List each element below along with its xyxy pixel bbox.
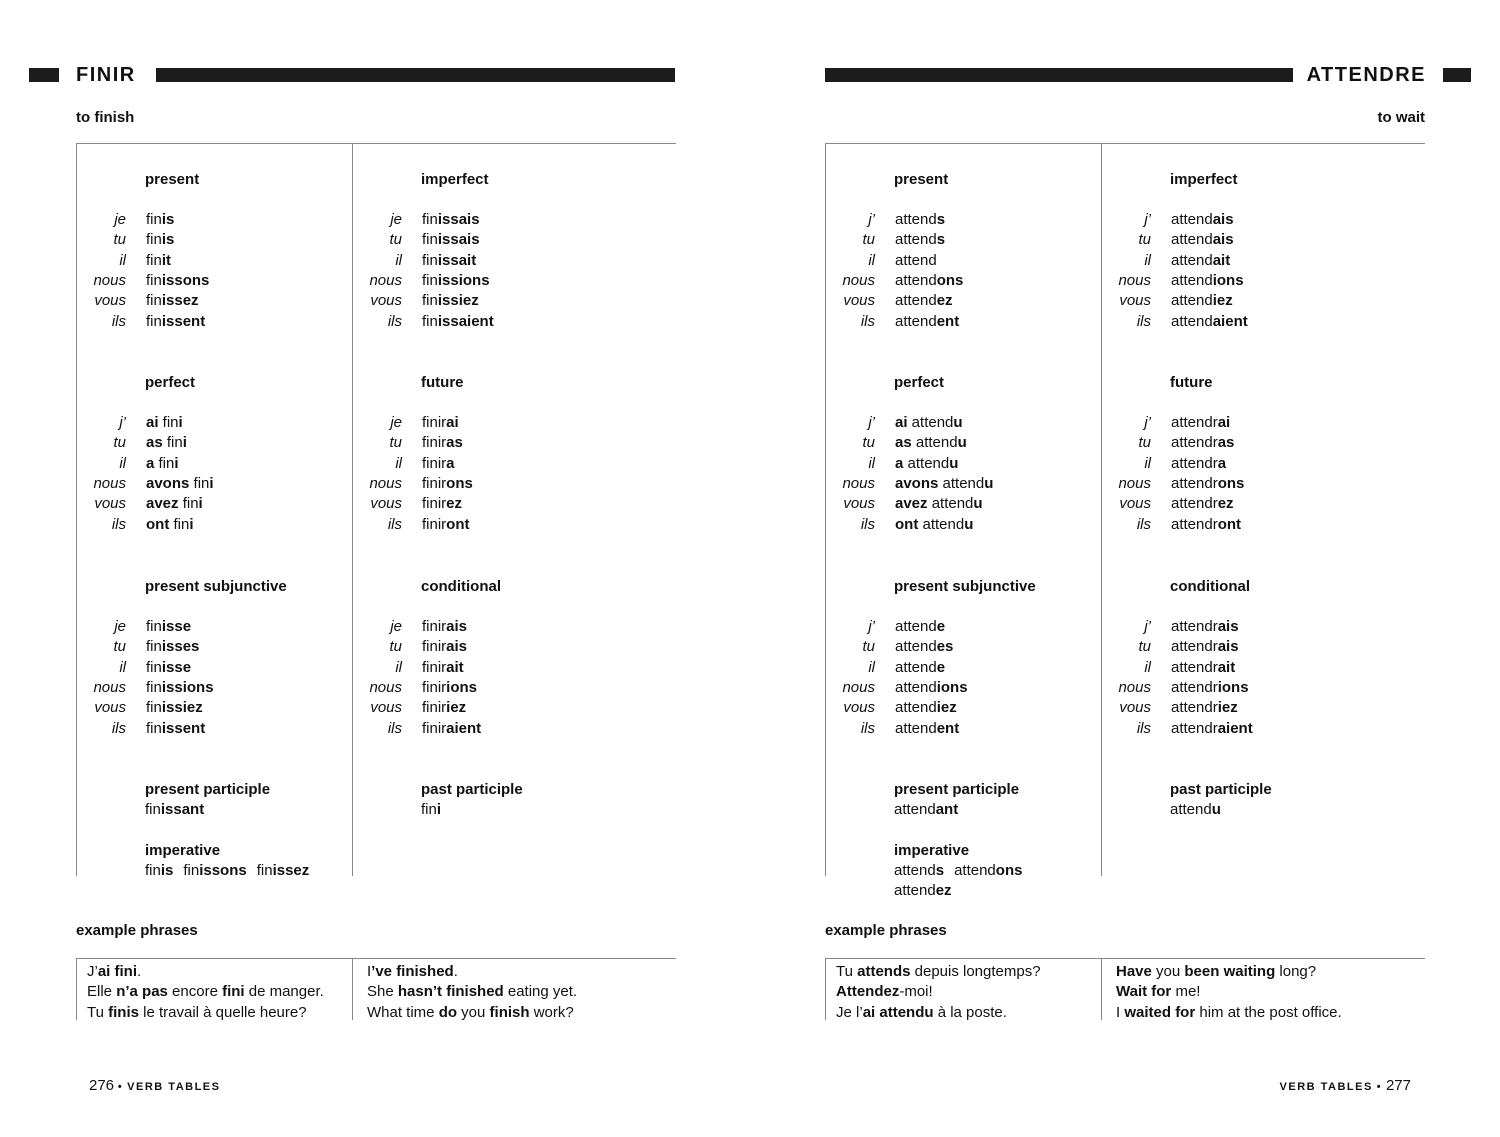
left-conjugation-row xyxy=(352,454,622,474)
example-phrase: Wait for me! xyxy=(1116,983,1201,1001)
verb-form: attende xyxy=(895,618,946,635)
pronoun: vous xyxy=(94,292,126,310)
verb-form: attendrons xyxy=(1171,474,1245,492)
right-examples-left-rule xyxy=(825,958,826,1020)
pronoun: tu xyxy=(862,638,875,656)
example-phrase: Attendez-moi! xyxy=(836,983,933,1001)
verb-form: ont attendu xyxy=(895,515,974,533)
left-conjugation-row xyxy=(352,515,622,535)
verb-form: finissait xyxy=(422,251,477,269)
verb-form: attendons xyxy=(895,271,964,289)
pronoun: j’ xyxy=(868,211,875,228)
right-conjugation-row xyxy=(1101,698,1371,718)
right-footer-sep: • xyxy=(1376,1081,1383,1093)
verb-form: avons attendu xyxy=(895,474,994,492)
example-phrase: Tu attends depuis longtemps? xyxy=(836,963,1041,980)
pronoun: nous xyxy=(369,678,402,696)
left-tense-heading: future xyxy=(421,374,464,391)
left-conjugation-row xyxy=(76,271,346,291)
pronoun: tu xyxy=(113,638,126,656)
verb-form: attendiez xyxy=(1171,292,1233,310)
verb-form: avons fini xyxy=(146,474,214,492)
left-conjugation-row xyxy=(76,454,346,474)
left-conjugation-row xyxy=(352,210,622,230)
right-present-participle-form: attendant xyxy=(894,801,959,818)
left-conjugation-row xyxy=(352,678,622,698)
pronoun: ils xyxy=(111,312,126,330)
left-imperative-heading: imperative xyxy=(145,842,221,859)
pronoun: ils xyxy=(387,719,402,737)
right-conjugation-row xyxy=(825,658,1095,678)
verb-form: attendaient xyxy=(1171,312,1248,330)
right-examples-mid-rule xyxy=(1101,958,1102,1020)
left-conjugation-row xyxy=(76,413,346,433)
left-conjugation-row xyxy=(352,617,622,637)
right-conjugation-row xyxy=(825,230,1095,250)
example-phrase: Have you been waiting long? xyxy=(1116,963,1317,980)
right-conjugation-row xyxy=(1101,658,1371,678)
pronoun: nous xyxy=(1118,271,1151,289)
left-verb-meaning: to finish xyxy=(76,109,135,126)
pronoun: vous xyxy=(370,495,402,513)
right-conjugation-row xyxy=(1101,494,1371,514)
left-conjugation-row xyxy=(76,210,346,230)
pronoun: tu xyxy=(113,434,126,452)
verb-form: finis xyxy=(146,231,175,249)
left-imperative-forms: finis finissons finissez xyxy=(145,862,310,879)
right-imperative-forms: attends attendons xyxy=(894,862,1023,879)
left-conjugation-row xyxy=(352,230,622,250)
verb-form: finissons xyxy=(146,271,210,289)
right-conjugation-row xyxy=(825,454,1095,474)
verb-form: finisses xyxy=(146,638,200,656)
right-conjugation-row xyxy=(825,251,1095,271)
verb-form: attende xyxy=(895,658,946,676)
right-conjugation-row xyxy=(825,433,1095,453)
pronoun: j’ xyxy=(1144,211,1151,228)
pronoun: ils xyxy=(111,515,126,533)
left-footer-label: VERB TABLES xyxy=(127,1081,221,1093)
pronoun: vous xyxy=(94,495,126,513)
pronoun: vous xyxy=(1119,699,1151,717)
left-conjugation-row xyxy=(352,413,622,433)
verb-form: finissent xyxy=(146,719,206,737)
left-past-participle-form: fini xyxy=(421,801,442,818)
left-conjugation-row xyxy=(352,637,622,657)
right-conjugation-row xyxy=(1101,433,1371,453)
verb-form: finirons xyxy=(422,474,473,492)
pronoun: je xyxy=(390,211,402,228)
pronoun: nous xyxy=(1118,474,1151,492)
pronoun: j’ xyxy=(1144,414,1151,431)
pronoun: je xyxy=(114,211,126,228)
left-tense-heading: imperfect xyxy=(421,171,489,188)
left-conjugation-row xyxy=(76,312,346,332)
verb-form: attendrez xyxy=(1171,495,1234,513)
right-tense-heading: imperfect xyxy=(1170,171,1238,188)
right-examples-heading: example phrases xyxy=(825,922,947,939)
right-conjugation-row xyxy=(825,678,1095,698)
left-tense-heading: present xyxy=(145,171,200,188)
left-title-bar-left xyxy=(29,68,59,82)
left-conjugation-row xyxy=(76,658,346,678)
left-conjugation-row xyxy=(352,719,622,739)
left-verb-title: FINIR xyxy=(76,64,136,86)
right-footer xyxy=(1280,1075,1411,1097)
verb-form: attends xyxy=(895,231,946,249)
example-phrase: Elle n’a pas encore fini de manger. xyxy=(87,983,324,1001)
right-imperative-forms: attendez xyxy=(894,882,952,900)
verb-form: finissais xyxy=(422,211,480,228)
right-table-top-rule xyxy=(825,143,1425,144)
pronoun: ils xyxy=(387,515,402,533)
pronoun: il xyxy=(395,454,402,472)
example-phrase: What time do you finish work? xyxy=(367,1003,574,1020)
right-conjugation-row xyxy=(1101,474,1371,494)
left-conjugation-row xyxy=(352,291,622,311)
verb-form: a attendu xyxy=(895,454,959,472)
pronoun: il xyxy=(868,251,875,269)
pronoun: tu xyxy=(389,231,402,249)
pronoun: ils xyxy=(1136,515,1151,533)
example-phrase: I’ve finished. xyxy=(367,963,458,980)
right-past-participle-form: attendu xyxy=(1170,801,1221,818)
pronoun: nous xyxy=(369,474,402,492)
pronoun: il xyxy=(395,251,402,269)
pronoun: il xyxy=(119,658,126,676)
right-tense-heading: perfect xyxy=(894,374,945,391)
pronoun: nous xyxy=(1118,678,1151,696)
verb-form: attendions xyxy=(895,678,968,696)
pronoun: il xyxy=(395,658,402,676)
right-title-bar-left xyxy=(825,68,1293,82)
example-phrase: She hasn’t finished eating yet. xyxy=(367,983,578,1001)
pronoun: tu xyxy=(862,231,875,249)
verb-form: as attendu xyxy=(895,434,967,452)
left-footer xyxy=(89,1075,220,1097)
verb-form: attendrions xyxy=(1171,678,1249,696)
right-conjugation-row xyxy=(1101,312,1371,332)
pronoun: ils xyxy=(860,515,875,533)
verb-form: attendais xyxy=(1171,211,1234,228)
pronoun: nous xyxy=(842,678,875,696)
verb-form: finissais xyxy=(422,231,480,249)
right-past-participle-heading: past participle xyxy=(1170,781,1272,798)
left-conjugation-row xyxy=(352,251,622,271)
verb-form: finis xyxy=(146,211,175,228)
example-phrase: J’ai fini. xyxy=(87,963,142,980)
verb-form: attendes xyxy=(895,638,954,656)
pronoun: vous xyxy=(843,292,875,310)
pronoun: il xyxy=(868,658,875,676)
verb-form: attendrai xyxy=(1171,414,1231,431)
pronoun: tu xyxy=(1138,231,1151,249)
pronoun: nous xyxy=(93,271,126,289)
verb-form: finirions xyxy=(422,678,478,696)
verb-form: finissions xyxy=(422,271,490,289)
verb-form: attendions xyxy=(1171,271,1244,289)
pronoun: vous xyxy=(1119,495,1151,513)
pronoun: je xyxy=(390,618,402,635)
right-conjugation-row xyxy=(1101,271,1371,291)
pronoun: vous xyxy=(1119,292,1151,310)
pronoun: tu xyxy=(1138,434,1151,452)
verb-form: finisse xyxy=(146,658,192,676)
left-conjugation-row xyxy=(352,658,622,678)
pronoun: il xyxy=(1144,454,1151,472)
right-tense-heading: present xyxy=(894,171,949,188)
verb-form: attendrait xyxy=(1171,658,1236,676)
right-footer-label: VERB TABLES xyxy=(1279,1081,1373,1093)
left-conjugation-row xyxy=(76,291,346,311)
pronoun: il xyxy=(1144,251,1151,269)
verb-form: attendras xyxy=(1171,434,1235,452)
right-conjugation-row xyxy=(1101,515,1371,535)
right-conjugation-row xyxy=(825,413,1095,433)
pronoun: vous xyxy=(843,495,875,513)
right-conjugation-row xyxy=(825,515,1095,535)
pronoun: ils xyxy=(1136,312,1151,330)
left-tense-heading: present subjunctive xyxy=(145,578,287,595)
verb-form: ai fini xyxy=(146,414,183,431)
example-phrase: I waited for him at the post office. xyxy=(1116,1003,1342,1020)
pronoun: ils xyxy=(1136,719,1151,737)
verb-form: avez attendu xyxy=(895,495,983,513)
verb-form: attendait xyxy=(1171,251,1231,269)
left-conjugation-row xyxy=(76,251,346,271)
verb-form: attendrais xyxy=(1171,618,1239,635)
pronoun: il xyxy=(1144,658,1151,676)
pronoun: vous xyxy=(843,699,875,717)
verb-form: finissiez xyxy=(146,699,203,717)
left-conjugation-row xyxy=(352,433,622,453)
verb-form: finissions xyxy=(146,678,214,696)
right-tense-heading: present subjunctive xyxy=(894,578,1036,595)
verb-form: finira xyxy=(422,454,455,472)
pronoun: vous xyxy=(370,292,402,310)
verb-form: attendraient xyxy=(1171,719,1253,737)
pronoun: tu xyxy=(389,434,402,452)
verb-form: finissent xyxy=(146,312,206,330)
verb-form: attend xyxy=(895,251,937,269)
verb-form: as fini xyxy=(146,434,187,452)
left-footer-sep: • xyxy=(117,1081,124,1093)
pronoun: nous xyxy=(93,678,126,696)
right-verb-meaning: to wait xyxy=(1377,109,1425,126)
right-conjugation-row xyxy=(825,719,1095,739)
left-conjugation-row xyxy=(76,698,346,718)
right-conjugation-row xyxy=(825,494,1095,514)
verb-form: attendrais xyxy=(1171,638,1239,656)
verb-form: attendent xyxy=(895,719,960,737)
left-examples-mid-rule xyxy=(352,958,353,1020)
verb-form: attendiez xyxy=(895,699,957,717)
pronoun: il xyxy=(119,454,126,472)
verb-form: finirait xyxy=(422,658,464,676)
left-examples-french xyxy=(87,958,349,1020)
pronoun: tu xyxy=(113,231,126,249)
right-conjugation-row xyxy=(1101,719,1371,739)
left-conjugation-row xyxy=(76,433,346,453)
right-title-bar-right xyxy=(1443,68,1471,82)
verb-form: attendent xyxy=(895,312,960,330)
pronoun: je xyxy=(114,618,126,635)
right-verb-title: ATTENDRE xyxy=(1306,64,1426,86)
left-conjugation-row xyxy=(352,698,622,718)
pronoun: tu xyxy=(389,638,402,656)
pronoun: nous xyxy=(842,474,875,492)
left-table-top-rule xyxy=(76,143,676,144)
verb-form: a fini xyxy=(146,454,179,472)
left-examples-heading: example phrases xyxy=(76,922,198,939)
left-title-bar-right xyxy=(156,68,675,82)
verb-form: finirais xyxy=(422,618,468,635)
right-conjugation-row xyxy=(825,312,1095,332)
pronoun: j’ xyxy=(868,414,875,431)
left-conjugation-row xyxy=(76,719,346,739)
right-conjugation-row xyxy=(825,474,1095,494)
right-conjugation-row xyxy=(825,291,1095,311)
left-conjugation-row xyxy=(352,494,622,514)
verb-form: finiront xyxy=(422,515,470,533)
right-conjugation-row xyxy=(1101,617,1371,637)
right-conjugation-row xyxy=(1101,291,1371,311)
verb-form: finissaient xyxy=(422,312,494,330)
example-phrase: Je l’ai attendu à la poste. xyxy=(836,1003,1007,1020)
left-conjugation-row xyxy=(76,474,346,494)
right-conjugation-row xyxy=(1101,251,1371,271)
left-conjugation-row xyxy=(76,515,346,535)
verb-form: attendez xyxy=(895,292,953,310)
verb-form: avez fini xyxy=(146,495,203,513)
left-conjugation-row xyxy=(76,230,346,250)
verb-form: finiras xyxy=(422,434,463,452)
verb-form: attendront xyxy=(1171,515,1242,533)
right-conjugation-row xyxy=(825,271,1095,291)
pronoun: nous xyxy=(93,474,126,492)
verb-form: finirez xyxy=(422,495,463,513)
pronoun: j’ xyxy=(868,618,875,635)
right-page-number: 277 xyxy=(1385,1077,1411,1094)
right-examples-french xyxy=(836,958,1098,1020)
pronoun: ils xyxy=(387,312,402,330)
left-examples-english xyxy=(367,958,672,1020)
verb-form: finiriez xyxy=(422,699,467,717)
pronoun: ils xyxy=(111,719,126,737)
verb-form: finisse xyxy=(146,618,192,635)
right-conjugation-row xyxy=(825,637,1095,657)
verb-form: finit xyxy=(146,251,172,269)
pronoun: tu xyxy=(862,434,875,452)
pronoun: nous xyxy=(842,271,875,289)
pronoun: tu xyxy=(1138,638,1151,656)
verb-form: attends xyxy=(895,211,946,228)
verb-form: attendais xyxy=(1171,231,1234,249)
verb-form: attendra xyxy=(1171,454,1227,472)
right-imperative-heading: imperative xyxy=(894,842,970,859)
right-conjugation-row xyxy=(1101,637,1371,657)
pronoun: il xyxy=(868,454,875,472)
left-conjugation-row xyxy=(76,678,346,698)
right-conjugation-row xyxy=(825,617,1095,637)
right-examples-english xyxy=(1116,958,1425,1020)
right-conjugation-row xyxy=(1101,210,1371,230)
pronoun: vous xyxy=(370,699,402,717)
pronoun: je xyxy=(390,414,402,431)
verb-form: ai attendu xyxy=(895,414,963,431)
left-conjugation-row xyxy=(76,494,346,514)
pronoun: ils xyxy=(860,719,875,737)
verb-form: finiraient xyxy=(422,719,482,737)
right-conjugation-row xyxy=(1101,678,1371,698)
left-present-participle-form: finissant xyxy=(145,801,205,818)
verb-form: finirais xyxy=(422,638,468,656)
verb-form: finissiez xyxy=(422,292,479,310)
right-present-participle-heading: present participle xyxy=(894,781,1020,798)
pronoun: ils xyxy=(860,312,875,330)
verb-form: finissez xyxy=(146,292,199,310)
left-conjugation-row xyxy=(76,617,346,637)
left-past-participle-heading: past participle xyxy=(421,781,523,798)
pronoun: nous xyxy=(369,271,402,289)
right-tense-heading: conditional xyxy=(1170,578,1250,595)
left-present-participle-heading: present participle xyxy=(145,781,271,798)
right-conjugation-row xyxy=(825,210,1095,230)
left-tense-heading: conditional xyxy=(421,578,501,595)
left-examples-left-rule xyxy=(76,958,77,1020)
right-conjugation-row xyxy=(1101,454,1371,474)
right-conjugation-row xyxy=(1101,230,1371,250)
pronoun: j’ xyxy=(119,414,126,431)
left-conjugation-row xyxy=(352,312,622,332)
right-tense-heading: future xyxy=(1170,374,1213,391)
left-page-number: 276 xyxy=(89,1077,115,1094)
left-conjugation-row xyxy=(76,637,346,657)
left-conjugation-row xyxy=(352,474,622,494)
verb-form: finirai xyxy=(422,414,459,431)
pronoun: vous xyxy=(94,699,126,717)
right-conjugation-row xyxy=(825,698,1095,718)
left-tense-heading: perfect xyxy=(145,374,196,391)
left-conjugation-row xyxy=(352,271,622,291)
pronoun: il xyxy=(119,251,126,269)
verb-form: attendriez xyxy=(1171,699,1238,717)
verb-form: ont fini xyxy=(146,515,194,533)
example-phrase: Tu finis le travail à quelle heure? xyxy=(87,1003,307,1020)
right-conjugation-row xyxy=(1101,413,1371,433)
pronoun: j’ xyxy=(1144,618,1151,635)
